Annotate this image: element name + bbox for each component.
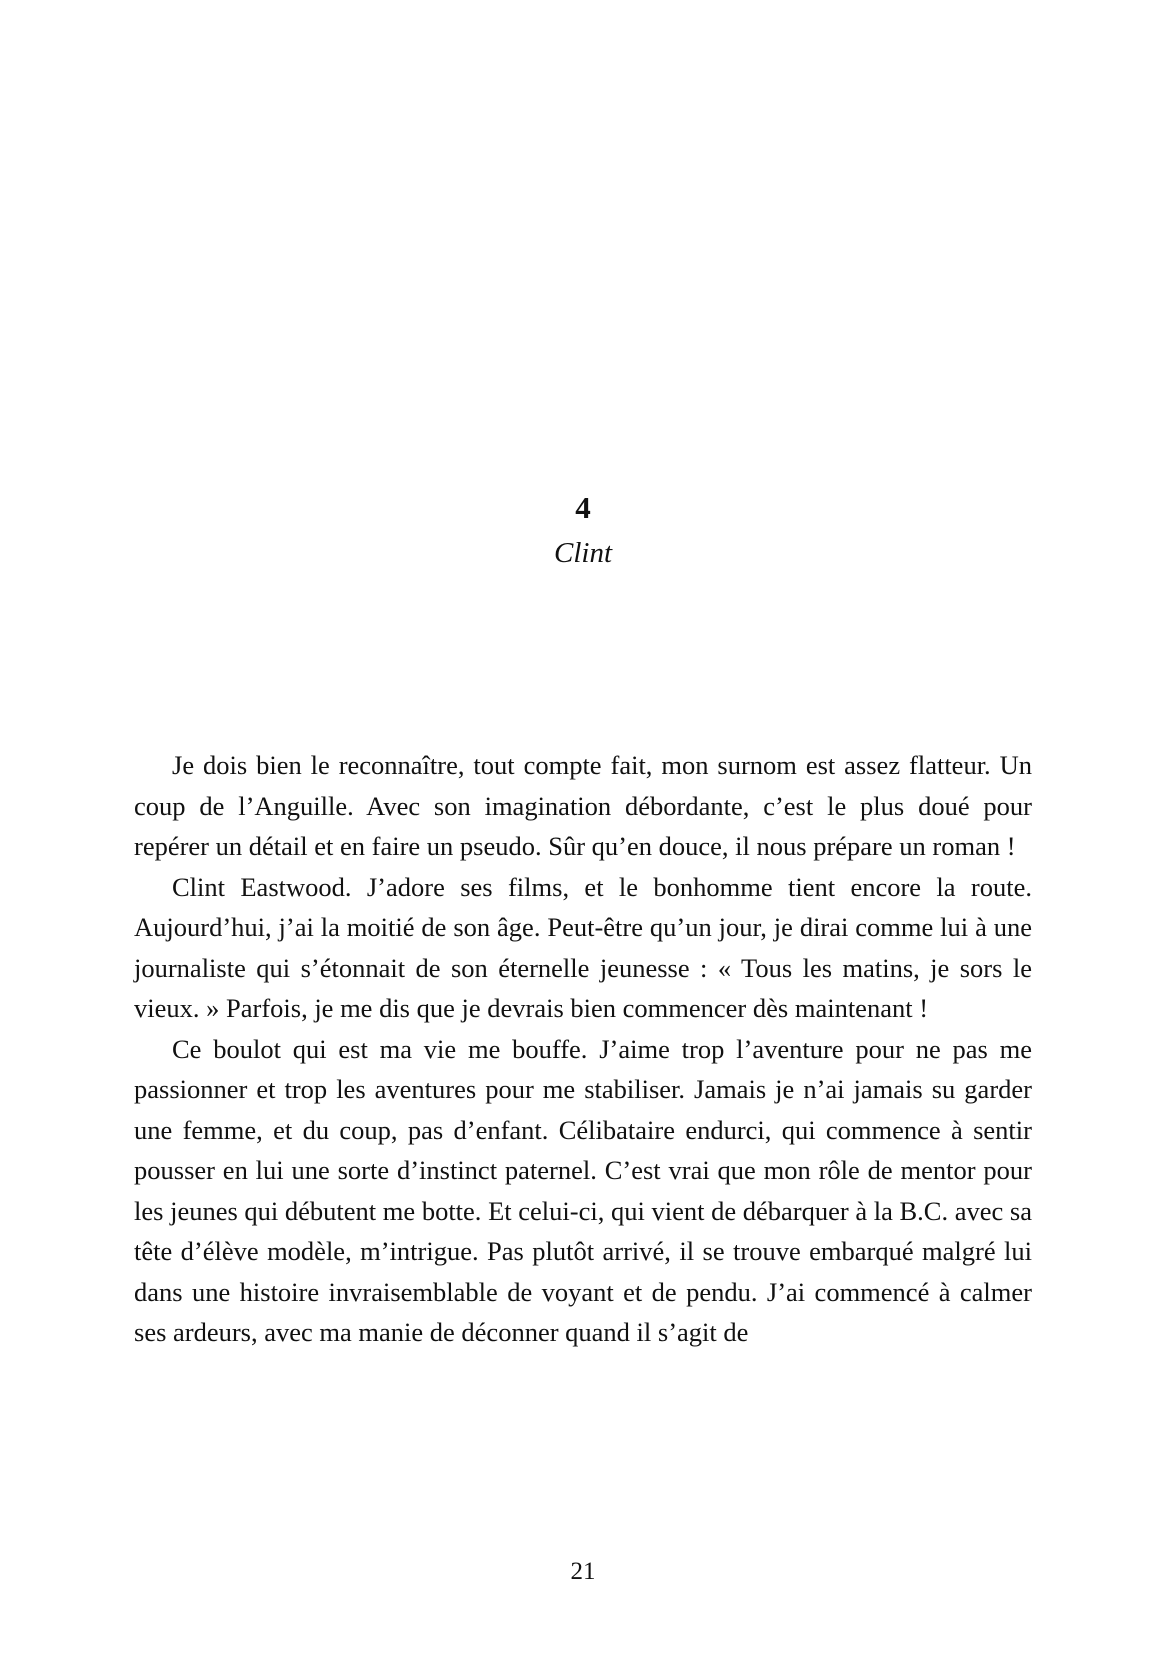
paragraph: Je dois bien le reconnaître, tout compte fait, mon surnom est assez flatteur. Un coup de l’Anguille. Avec son imagination débordante, c’est le plus doué pour repérer un détail et en faire un pseudo. Sûr qu’en douce, il nous prépare un roman ! — [134, 750, 1032, 861]
paragraph: Ce boulot qui est ma vie me bouffe. J’aime trop l’aventure pour ne pas me passionner et trop les aventures pour me stabiliser. Jamais je n’ai jamais su garder une femme, et du coup, pas d’enfant. Célibataire endurci, qui commence à sentir pousser en lui une sorte d’instinct paternel. C’est vrai que mon rôle de mentor pour les jeunes qui débutent me botte. Et celui-ci, qui vient de débarquer à la B.C. avec sa tête d’élève modèle, m’intrigue. Pas plutôt arrivé, il se trouve embarqué malgré lui dans une histoire invraisemblable de voyant et de pendu. J’ai commencé à calmer ses ardeurs, avec ma manie de déconner quand il s’agit de — [134, 1033, 1032, 1347]
body-text — [134, 745, 1032, 1353]
page-number: 21 — [570, 1558, 596, 1585]
chapter-title: Clint — [553, 537, 612, 569]
paragraph: Clint Eastwood. J’adore ses films, et le bonhomme tient encore la route. Aujourd’hui, j’ai la moitié de son âge. Peut-être qu’un jour, je dirai comme lui à une journaliste qui s’étonnait de son éternelle jeunesse : « Tous les matins, je sors le vieux. » Parfois, je me dis que je devrais bien commencer dès maintenant ! — [134, 871, 1032, 1023]
chapter-number: 4 — [575, 490, 591, 525]
